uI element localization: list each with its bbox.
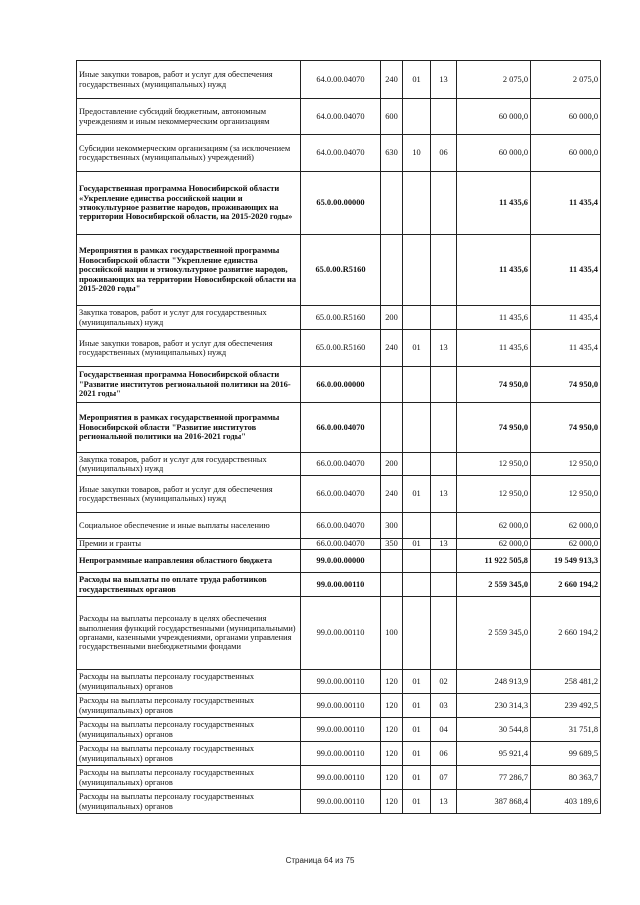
expense-type-cell: 120: [381, 694, 403, 718]
amount-1-cell: 11 435,6: [457, 235, 531, 306]
expense-type-cell: [381, 403, 403, 453]
target-code-cell: 64.0.00.04070: [301, 61, 381, 99]
budget-table: [76, 60, 601, 814]
amount-2-cell: 62 000,0: [531, 539, 601, 550]
subsection-cell: 03: [431, 694, 457, 718]
section-cell: 01: [403, 330, 431, 367]
expense-type-cell: 240: [381, 330, 403, 367]
amount-2-cell: 239 492,5: [531, 694, 601, 718]
target-code-cell: 66.0.00.00000: [301, 367, 381, 403]
table-row: [77, 135, 601, 172]
target-code-cell: 66.0.00.04070: [301, 539, 381, 550]
target-code-cell: 99.0.00.00110: [301, 742, 381, 766]
expense-type-cell: [381, 573, 403, 597]
section-cell: [403, 550, 431, 573]
subsection-cell: 13: [431, 539, 457, 550]
expense-type-cell: 240: [381, 476, 403, 513]
target-code-cell: 99.0.00.00110: [301, 766, 381, 790]
amount-2-cell: 19 549 913,3: [531, 550, 601, 573]
target-code-cell: 66.0.00.04070: [301, 476, 381, 513]
target-code-cell: 99.0.00.00110: [301, 718, 381, 742]
amount-2-cell: 258 481,2: [531, 670, 601, 694]
row-name-cell: Предоставление субсидий бюджетным, автономным учреждениям и иным некоммерческим организациям: [77, 99, 301, 135]
target-code-cell: 99.0.00.00110: [301, 573, 381, 597]
subsection-cell: 13: [431, 330, 457, 367]
table-row: [77, 476, 601, 513]
target-code-cell: 99.0.00.00110: [301, 790, 381, 814]
row-name-cell: Непрограммные направления областного бюджета: [77, 550, 301, 573]
subsection-cell: 13: [431, 61, 457, 99]
row-name-cell: Иные закупки товаров, работ и услуг для обеспечения государственных (муниципальных) нужд: [77, 330, 301, 367]
row-name-cell: Расходы на выплаты персоналу государственных (муниципальных) органов: [77, 766, 301, 790]
target-code-cell: 99.0.00.00000: [301, 550, 381, 573]
table-row: [77, 597, 601, 670]
expense-type-cell: 120: [381, 790, 403, 814]
row-name-cell: Закупка товаров, работ и услуг для государственных (муниципальных) нужд: [77, 453, 301, 476]
subsection-cell: 04: [431, 718, 457, 742]
row-name-cell: Иные закупки товаров, работ и услуг для обеспечения государственных (муниципальных) нужд: [77, 61, 301, 99]
table-row: [77, 766, 601, 790]
target-code-cell: 66.0.00.04070: [301, 513, 381, 539]
section-cell: [403, 403, 431, 453]
table-row: [77, 403, 601, 453]
subsection-cell: 13: [431, 790, 457, 814]
table-row: [77, 539, 601, 550]
row-name-cell: Расходы на выплаты персоналу государственных (муниципальных) органов: [77, 694, 301, 718]
target-code-cell: 99.0.00.00110: [301, 597, 381, 670]
row-name-cell: Расходы на выплаты персоналу государственных (муниципальных) органов: [77, 718, 301, 742]
amount-2-cell: 74 950,0: [531, 403, 601, 453]
section-cell: [403, 597, 431, 670]
row-name-cell: Расходы на выплаты персоналу государственных (муниципальных) органов: [77, 790, 301, 814]
amount-1-cell: 11 435,6: [457, 172, 531, 235]
amount-2-cell: 62 000,0: [531, 513, 601, 539]
amount-1-cell: 62 000,0: [457, 539, 531, 550]
amount-1-cell: 74 950,0: [457, 367, 531, 403]
amount-2-cell: 11 435,4: [531, 235, 601, 306]
subsection-cell: 06: [431, 742, 457, 766]
expense-type-cell: 600: [381, 99, 403, 135]
section-cell: [403, 513, 431, 539]
row-name-cell: Расходы на выплаты персоналу в целях обеспечения выполнения функций государственными (муниципальными) органами, казенными учреждениями, органами управления государственными внебюджетными фондами: [77, 597, 301, 670]
amount-2-cell: 2 660 194,2: [531, 573, 601, 597]
row-name-cell: Мероприятия в рамках государственной программы Новосибирской области "Развитие институтов региональной политики на 2016-2021 годы": [77, 403, 301, 453]
expense-type-cell: 630: [381, 135, 403, 172]
target-code-cell: 65.0.00.00000: [301, 172, 381, 235]
row-name-cell: Государственная программа Новосибирской области «Укрепление единства российской нации и этнокультурное развитие народов, проживающих на территории Новосибирской области, на 2015-2020 годы»: [77, 172, 301, 235]
amount-1-cell: 62 000,0: [457, 513, 531, 539]
amount-1-cell: 12 950,0: [457, 453, 531, 476]
amount-2-cell: 11 435,4: [531, 172, 601, 235]
row-name-cell: Премии и гранты: [77, 539, 301, 550]
table-row: [77, 670, 601, 694]
target-code-cell: 99.0.00.00110: [301, 670, 381, 694]
table-row: [77, 718, 601, 742]
row-name-cell: Закупка товаров, работ и услуг для государственных (муниципальных) нужд: [77, 306, 301, 330]
table-row: [77, 61, 601, 99]
table-row: [77, 453, 601, 476]
table-row: [77, 742, 601, 766]
row-name-cell: Мероприятия в рамках государственной программы Новосибирской области "Укрепление единства российской нации и этнокультурное развитие народов, проживающих на территории Новосибирской области на 2015-2020 годы": [77, 235, 301, 306]
subsection-cell: 02: [431, 670, 457, 694]
amount-1-cell: 230 314,3: [457, 694, 531, 718]
subsection-cell: [431, 403, 457, 453]
target-code-cell: 65.0.00.R5160: [301, 306, 381, 330]
expense-type-cell: 350: [381, 539, 403, 550]
subsection-cell: 06: [431, 135, 457, 172]
amount-2-cell: 12 950,0: [531, 453, 601, 476]
table-row: [77, 172, 601, 235]
amount-2-cell: 2 660 194,2: [531, 597, 601, 670]
target-code-cell: 64.0.00.04070: [301, 99, 381, 135]
subsection-cell: [431, 513, 457, 539]
expense-type-cell: 200: [381, 453, 403, 476]
table-row: [77, 330, 601, 367]
page-number-footer: Страница 64 из 75: [285, 856, 355, 865]
section-cell: [403, 453, 431, 476]
section-cell: [403, 573, 431, 597]
subsection-cell: [431, 235, 457, 306]
subsection-cell: 13: [431, 476, 457, 513]
row-name-cell: Расходы на выплаты персоналу государственных (муниципальных) органов: [77, 742, 301, 766]
table-row: [77, 790, 601, 814]
subsection-cell: [431, 367, 457, 403]
amount-2-cell: 99 689,5: [531, 742, 601, 766]
expense-type-cell: 300: [381, 513, 403, 539]
table-row: [77, 306, 601, 330]
amount-2-cell: 11 435,4: [531, 306, 601, 330]
section-cell: [403, 99, 431, 135]
expense-type-cell: [381, 367, 403, 403]
row-name-cell: Иные закупки товаров, работ и услуг для обеспечения государственных (муниципальных) нужд: [77, 476, 301, 513]
expense-type-cell: 100: [381, 597, 403, 670]
table-row: [77, 550, 601, 573]
section-cell: 01: [403, 476, 431, 513]
amount-2-cell: 60 000,0: [531, 99, 601, 135]
subsection-cell: [431, 172, 457, 235]
subsection-cell: [431, 550, 457, 573]
amount-1-cell: 12 950,0: [457, 476, 531, 513]
budget-table-body: [77, 61, 601, 814]
section-cell: 01: [403, 539, 431, 550]
target-code-cell: 64.0.00.04070: [301, 135, 381, 172]
target-code-cell: 99.0.00.00110: [301, 694, 381, 718]
amount-1-cell: 60 000,0: [457, 135, 531, 172]
target-code-cell: 65.0.00.R5160: [301, 235, 381, 306]
subsection-cell: [431, 99, 457, 135]
amount-1-cell: 30 544,8: [457, 718, 531, 742]
amount-1-cell: 2 075,0: [457, 61, 531, 99]
amount-2-cell: 2 075,0: [531, 61, 601, 99]
amount-2-cell: 31 751,8: [531, 718, 601, 742]
expense-type-cell: 120: [381, 766, 403, 790]
table-row: [77, 573, 601, 597]
section-cell: [403, 172, 431, 235]
row-name-cell: Расходы на выплаты персоналу государственных (муниципальных) органов: [77, 670, 301, 694]
expense-type-cell: 120: [381, 742, 403, 766]
row-name-cell: Расходы на выплаты по оплате труда работников государственных органов: [77, 573, 301, 597]
amount-1-cell: 95 921,4: [457, 742, 531, 766]
amount-2-cell: 12 950,0: [531, 476, 601, 513]
amount-2-cell: 60 000,0: [531, 135, 601, 172]
amount-1-cell: 248 913,9: [457, 670, 531, 694]
section-cell: [403, 306, 431, 330]
amount-1-cell: 11 435,6: [457, 330, 531, 367]
expense-type-cell: [381, 550, 403, 573]
expense-type-cell: [381, 235, 403, 306]
amount-2-cell: 11 435,4: [531, 330, 601, 367]
row-name-cell: Государственная программа Новосибирской области "Развитие институтов региональной политики на 2016-2021 годы": [77, 367, 301, 403]
amount-2-cell: 80 363,7: [531, 766, 601, 790]
target-code-cell: 65.0.00.R5160: [301, 330, 381, 367]
table-row: [77, 235, 601, 306]
section-cell: 01: [403, 718, 431, 742]
subsection-cell: 07: [431, 766, 457, 790]
table-row: [77, 99, 601, 135]
subsection-cell: [431, 573, 457, 597]
amount-1-cell: 74 950,0: [457, 403, 531, 453]
row-name-cell: Субсидии некоммерческим организациям (за исключением государственных (муниципальных) учреждений): [77, 135, 301, 172]
section-cell: [403, 367, 431, 403]
target-code-cell: 66.0.00.04070: [301, 453, 381, 476]
amount-1-cell: 77 286,7: [457, 766, 531, 790]
amount-1-cell: 11 435,6: [457, 306, 531, 330]
target-code-cell: 66.0.00.04070: [301, 403, 381, 453]
section-cell: 01: [403, 742, 431, 766]
amount-1-cell: 11 922 505,8: [457, 550, 531, 573]
table-row: [77, 513, 601, 539]
amount-2-cell: 74 950,0: [531, 367, 601, 403]
section-cell: 01: [403, 790, 431, 814]
expense-type-cell: 200: [381, 306, 403, 330]
row-name-cell: Социальное обеспечение и иные выплаты населению: [77, 513, 301, 539]
table-row: [77, 367, 601, 403]
amount-2-cell: 403 189,6: [531, 790, 601, 814]
amount-1-cell: 60 000,0: [457, 99, 531, 135]
section-cell: 01: [403, 766, 431, 790]
section-cell: 01: [403, 694, 431, 718]
amount-1-cell: 387 868,4: [457, 790, 531, 814]
subsection-cell: [431, 597, 457, 670]
section-cell: 01: [403, 670, 431, 694]
subsection-cell: [431, 453, 457, 476]
table-row: [77, 694, 601, 718]
subsection-cell: [431, 306, 457, 330]
amount-1-cell: 2 559 345,0: [457, 597, 531, 670]
expense-type-cell: 240: [381, 61, 403, 99]
expense-type-cell: 120: [381, 718, 403, 742]
section-cell: 01: [403, 61, 431, 99]
amount-1-cell: 2 559 345,0: [457, 573, 531, 597]
section-cell: [403, 235, 431, 306]
expense-type-cell: 120: [381, 670, 403, 694]
section-cell: 10: [403, 135, 431, 172]
expense-type-cell: [381, 172, 403, 235]
